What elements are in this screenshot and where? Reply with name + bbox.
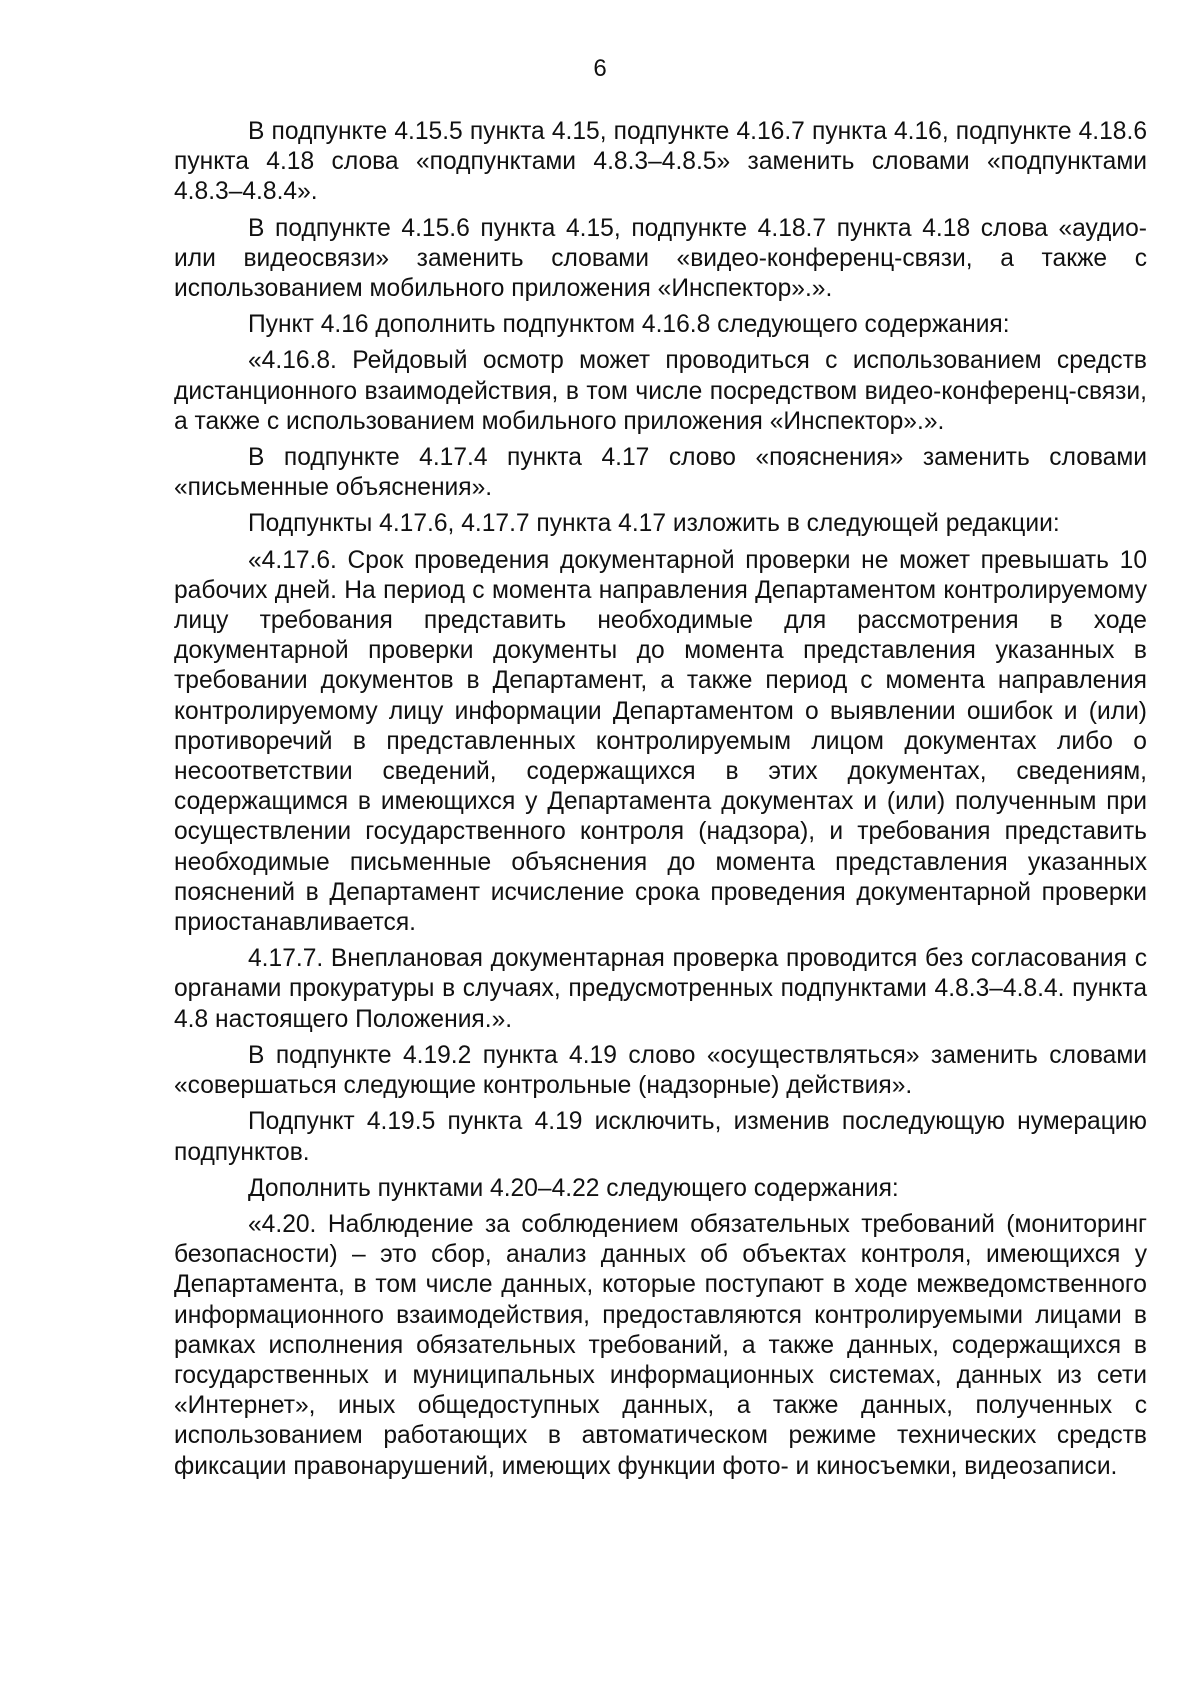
paragraph-7: «4.17.6. Срок проведения документарной проверки не может превышать 10 рабочих дней. На период с момента направления Департаментом контролируемому лицу требования представить необходимые для рассмотрения в ходе документарной проверки документы до момента представления указанных в требовании документов в Департамент, а также период с момента направления контролируемому лицу информации Департаментом о выявлении ошибок и (или) противоречий в представленных контролируемым лицом документах либо о несоответствии сведений, содержащихся в этих документах, сведениям, содержащимся в имеющихся у Департамента документах и (или) полученным при осуществлении государственного контроля (надзора), и требования представить необходимые письменные объяснения до момента представления указанных пояснений в Департамент исчисление срока проведения документарной проверки приостанавливается. <box>174 546 1147 937</box>
paragraph-10: Подпункт 4.19.5 пункта 4.19 исключить, изменив последующую нумерацию подпунктов. <box>174 1108 1147 1166</box>
paragraph-11: Дополнить пунктами 4.20–4.22 следующего содержания: <box>248 1174 899 1202</box>
paragraph-6: Подпункты 4.17.6, 4.17.7 пункта 4.17 изложить в следующей редакции: <box>248 510 1060 538</box>
paragraph-9: В подпункте 4.19.2 пункта 4.19 слово «осуществляться» заменить словами «совершаться следующие контрольные (надзорные) действия». <box>174 1041 1147 1100</box>
paragraph-5: В подпункте 4.17.4 пункта 4.17 слово «пояснения» заменить словами «письменные объяснения». <box>174 444 1147 502</box>
paragraph-8: 4.17.7. Внеплановая документарная проверка проводится без согласования с органами прокуратуры в случаях, предусмотренных подпунктами 4.8.3–4.8.4. пункта 4.8 настоящего Положения.». <box>174 945 1147 1033</box>
paragraph-4: «4.16.8. Рейдовый осмотр может проводиться с использованием средств дистанционного взаимодействия, в том числе посредством видео-конференц-связи, а также с использованием мобильного приложения «Инспектор».». <box>174 347 1147 435</box>
document-body <box>174 117 1147 1488</box>
paragraph-12: «4.20. Наблюдение за соблюдением обязательных требований (мониторинг безопасности) – это сбор, анализ данных об объектах контроля, имеющихся у Департамента, в том числе данных, которые поступают в ходе межведомственного информационного взаимодействия, предоставляются контролируемыми лицами в рамках исполнения обязательных требований, а также данных, содержащихся в государственных и муниципальных информационных системах, данных из сети «Интернет», иных общедоступных данных, а также данных, полученных с использованием работающих в автоматическом режиме технических средств фиксации правонарушений, имеющих функции фото- и киносъемки, видеозаписи. <box>174 1210 1147 1480</box>
paragraph-2: В подпункте 4.15.6 пункта 4.15, подпункте 4.18.7 пункта 4.18 слова «аудио- или видеосвязи» заменить словами «видео-конференц-связи, а также с использованием мобильного приложения «Инспектор».». <box>174 214 1147 303</box>
paragraph-3: Пункт 4.16 дополнить подпунктом 4.16.8 следующего содержания: <box>248 311 1010 339</box>
paragraph-1: В подпункте 4.15.5 пункта 4.15, подпункте 4.16.7 пункта 4.16, подпункте 4.18.6 пункта 4.18 слова «подпунктами 4.8.3–4.8.5» заменить словами «подпунктами 4.8.3–4.8.4». <box>174 118 1147 206</box>
page-number: 6 <box>593 55 607 82</box>
